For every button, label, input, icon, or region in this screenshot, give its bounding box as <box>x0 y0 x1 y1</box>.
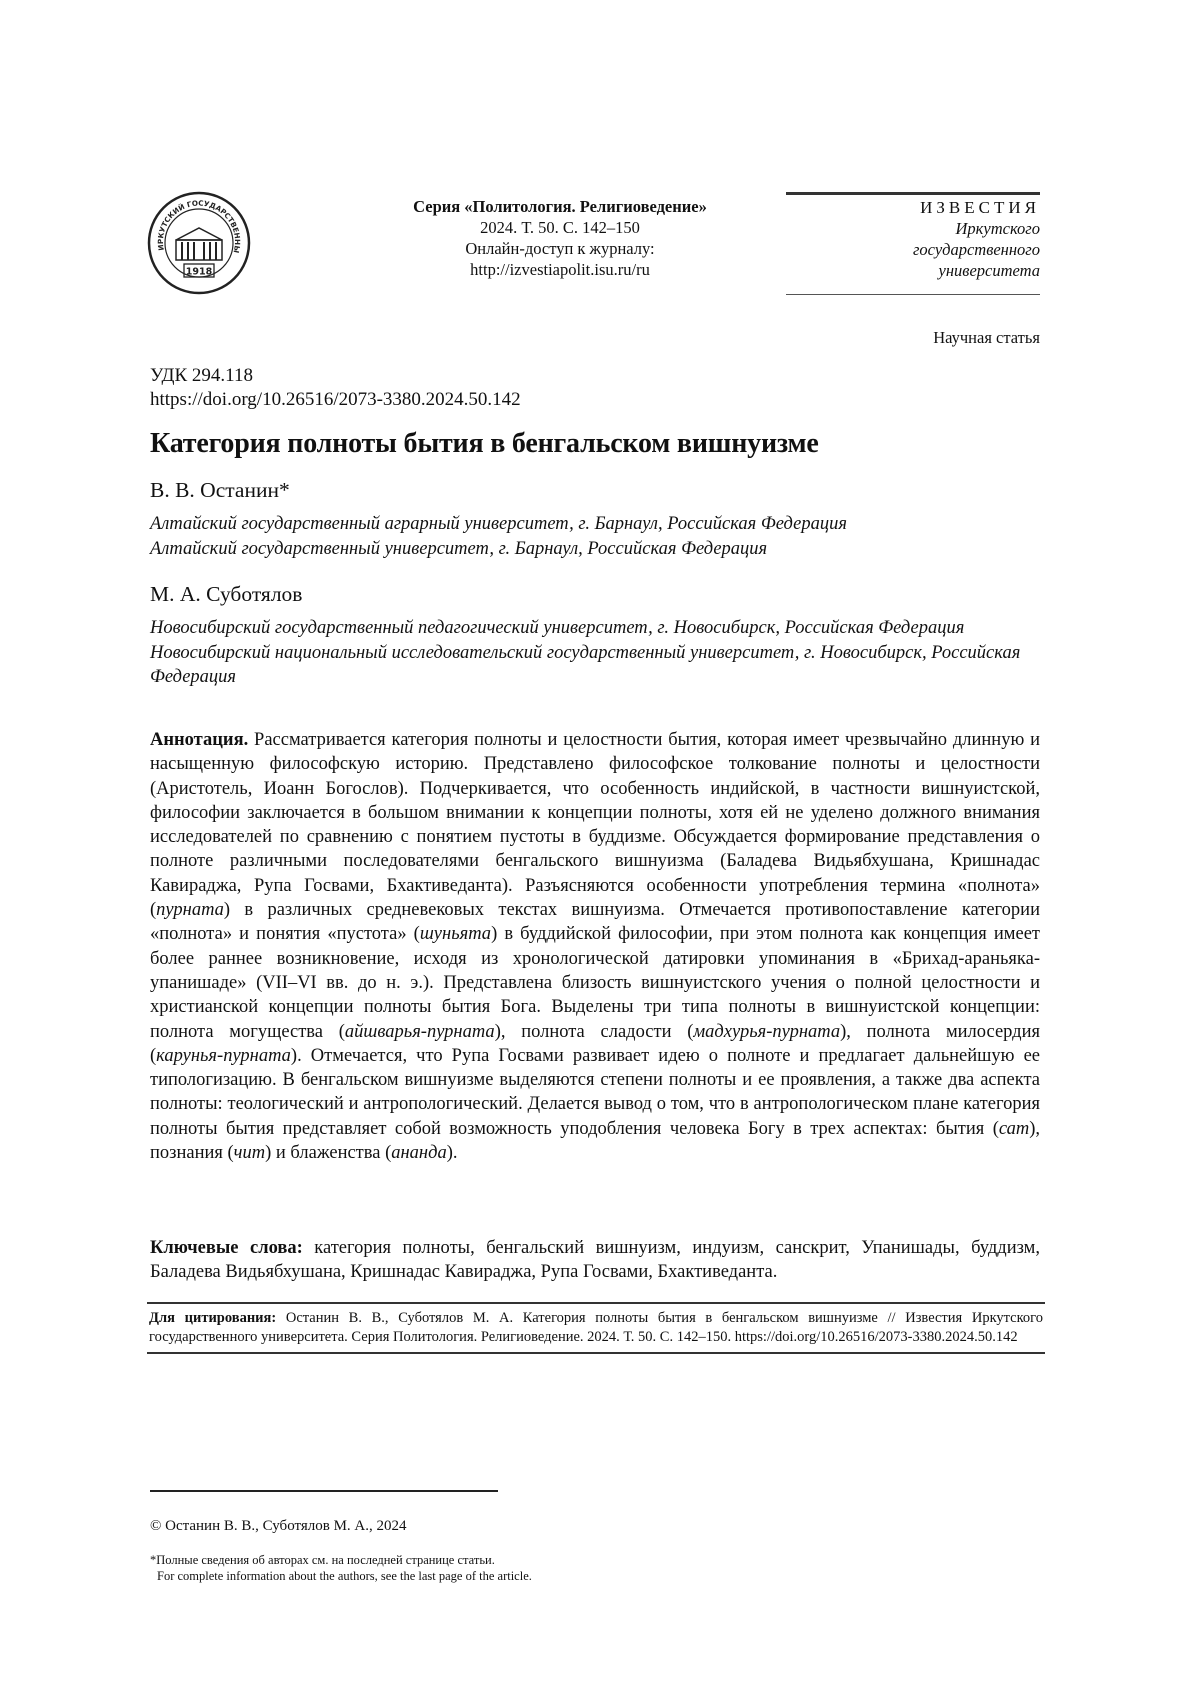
series-title: Серия «Политология. Религиоведение» <box>413 197 707 216</box>
author-name: М. А. Суботялов <box>150 582 303 606</box>
svg-text:ИРКУТСКИЙ ГОСУДАРСТВЕННЫЙ УНИВ: ИРКУТСКИЙ ГОСУДАРСТВЕННЫ <box>155 198 243 254</box>
abstract-text: Рассматривается категория полноты и целостности бытия, которая имеет чрезвычайно длинную и насыщенную философскую историю. Представлено философское толкование полноты и целостности (Аристотель, Иоанн Богослов). Подчеркивается, что особенность индийской, в частности вишнуистской, философии заключается в большом внимании к концепции полноты, хотя ей не уделено должного внимания исследователей по сравнению с понятием пустоты в буддизме. Обсуждается формирование представления о полноте различными последователями бенгальского вишнуизма (Баладева Видьябхушана, Кришнадас Кавираджа, Рупа Госвами, Бхактиведанта). Разъясняются особенности употребления термина «полнота» (пурната) в различных средневековых текстах вишнуизма. Отмечается противопоставление категории «полнота» и понятия «пустота» (шуньята) в буддийской философии, при этом полнота как концепция имеет более раннее возникновение, исходя из хронологической датировки упоминания в «Брихад-араньяка-упанишаде» (VII–VI вв. до н. э.). Представлена близость вишнуистского учения о полной целостности и христианской концепции полноты бытия Бога. Выделены три типа полноты в вишнуистской концепции: полнота могущества (айшварья-пурната), полнота сладости (мадхурья-пурната), полнота милосердия (карунья-пурната). Отмечается, что Рупа Госвами развивает идею о полноте и предлагает дальнейшую ее типологизацию. В бенгальском вишнуизме выделяются степени полноты и ее проявления, а также два аспекта полноты: теологический и антропологический. Делается вывод о том, что в антропологическом плане категория полноты бытия представляет собой возможность уподобления человека Богу в трех аспектах: бытия (сат), познания (чит) и блаженства (ананда). <box>150 730 1040 1164</box>
affiliation: Новосибирский национальный исследовательский государственный университет, г. Новосибирск, Российская Федерация <box>150 642 1021 687</box>
footnote <box>150 1552 532 1584</box>
footnote-en: For complete information about the authors, see the last page of the article. <box>157 1569 532 1583</box>
journal-line-2: Иркутского <box>955 219 1040 238</box>
udk: УДК 294.118 <box>150 365 253 386</box>
article-title: Категория полноты бытия в бенгальском вишнуизме <box>150 428 819 459</box>
online-access-label: Онлайн-доступ к журналу: <box>465 239 655 258</box>
citation-box <box>147 1302 1045 1354</box>
logo-year: 1918 <box>185 266 213 278</box>
citation-label: Для цитирования: <box>149 1310 277 1326</box>
author-affiliations <box>150 512 1040 561</box>
keywords-label: Ключевые слова: <box>150 1238 303 1258</box>
journal-url[interactable]: http://izvestiapolit.isu.ru/ru <box>470 260 650 279</box>
journal-word: ИЗВЕСТИЯ <box>920 198 1040 217</box>
volume-info: 2024. Т. 50. С. 142–150 <box>480 218 640 237</box>
series-info <box>370 196 750 280</box>
doi-link[interactable]: https://doi.org/10.26516/2073-3380.2024.50.142 <box>150 389 521 410</box>
author-name: В. В. Останин* <box>150 478 290 502</box>
affiliation: Алтайский государственный аграрный университет, г. Барнаул, Российская Федерация <box>150 514 847 534</box>
affiliation: Алтайский государственный университет, г. Барнаул, Российская Федерация <box>150 538 768 559</box>
affiliation: Новосибирский государственный педагогический университет, г. Новосибирск, Российская Федерация <box>150 618 965 638</box>
journal-line-4: университета <box>938 261 1040 280</box>
article-type: Научная статья <box>933 328 1040 347</box>
university-seal-icon <box>146 190 252 296</box>
abstract-label: Аннотация. <box>150 730 249 750</box>
copyright: © Останин В. В., Суботялов М. А., 2024 <box>150 1518 407 1534</box>
abstract <box>150 728 1040 1165</box>
keywords-text: категория полноты, бенгальский вишнуизм, индуизм, санскрит, Упанишады, буддизм, Баладева Видьябхушана, Кришнадас Кавираджа, Рупа Госвами, Бхактиведанта. <box>150 1238 1040 1283</box>
citation-text: Останин В. В., Суботялов М. А. Категория полноты бытия в бенгальском вишнуизме // Известия Иркутского государственного университета. Серия Политология. Религиоведение. 2024. Т. 50. С. 142–150. https://doi.org/10.26516/2073-3380.2024.50.142 <box>149 1310 1044 1345</box>
journal-rule <box>786 294 1040 295</box>
keywords <box>150 1236 1040 1285</box>
udk-doi-block <box>150 364 521 412</box>
footnote-rule <box>150 1490 498 1492</box>
footnote-ru: *Полные сведения об авторах см. на последней странице статьи. <box>150 1553 495 1567</box>
journal-name <box>786 192 1040 281</box>
journal-line-3: государственного <box>912 240 1040 259</box>
author-affiliations <box>150 616 1040 690</box>
